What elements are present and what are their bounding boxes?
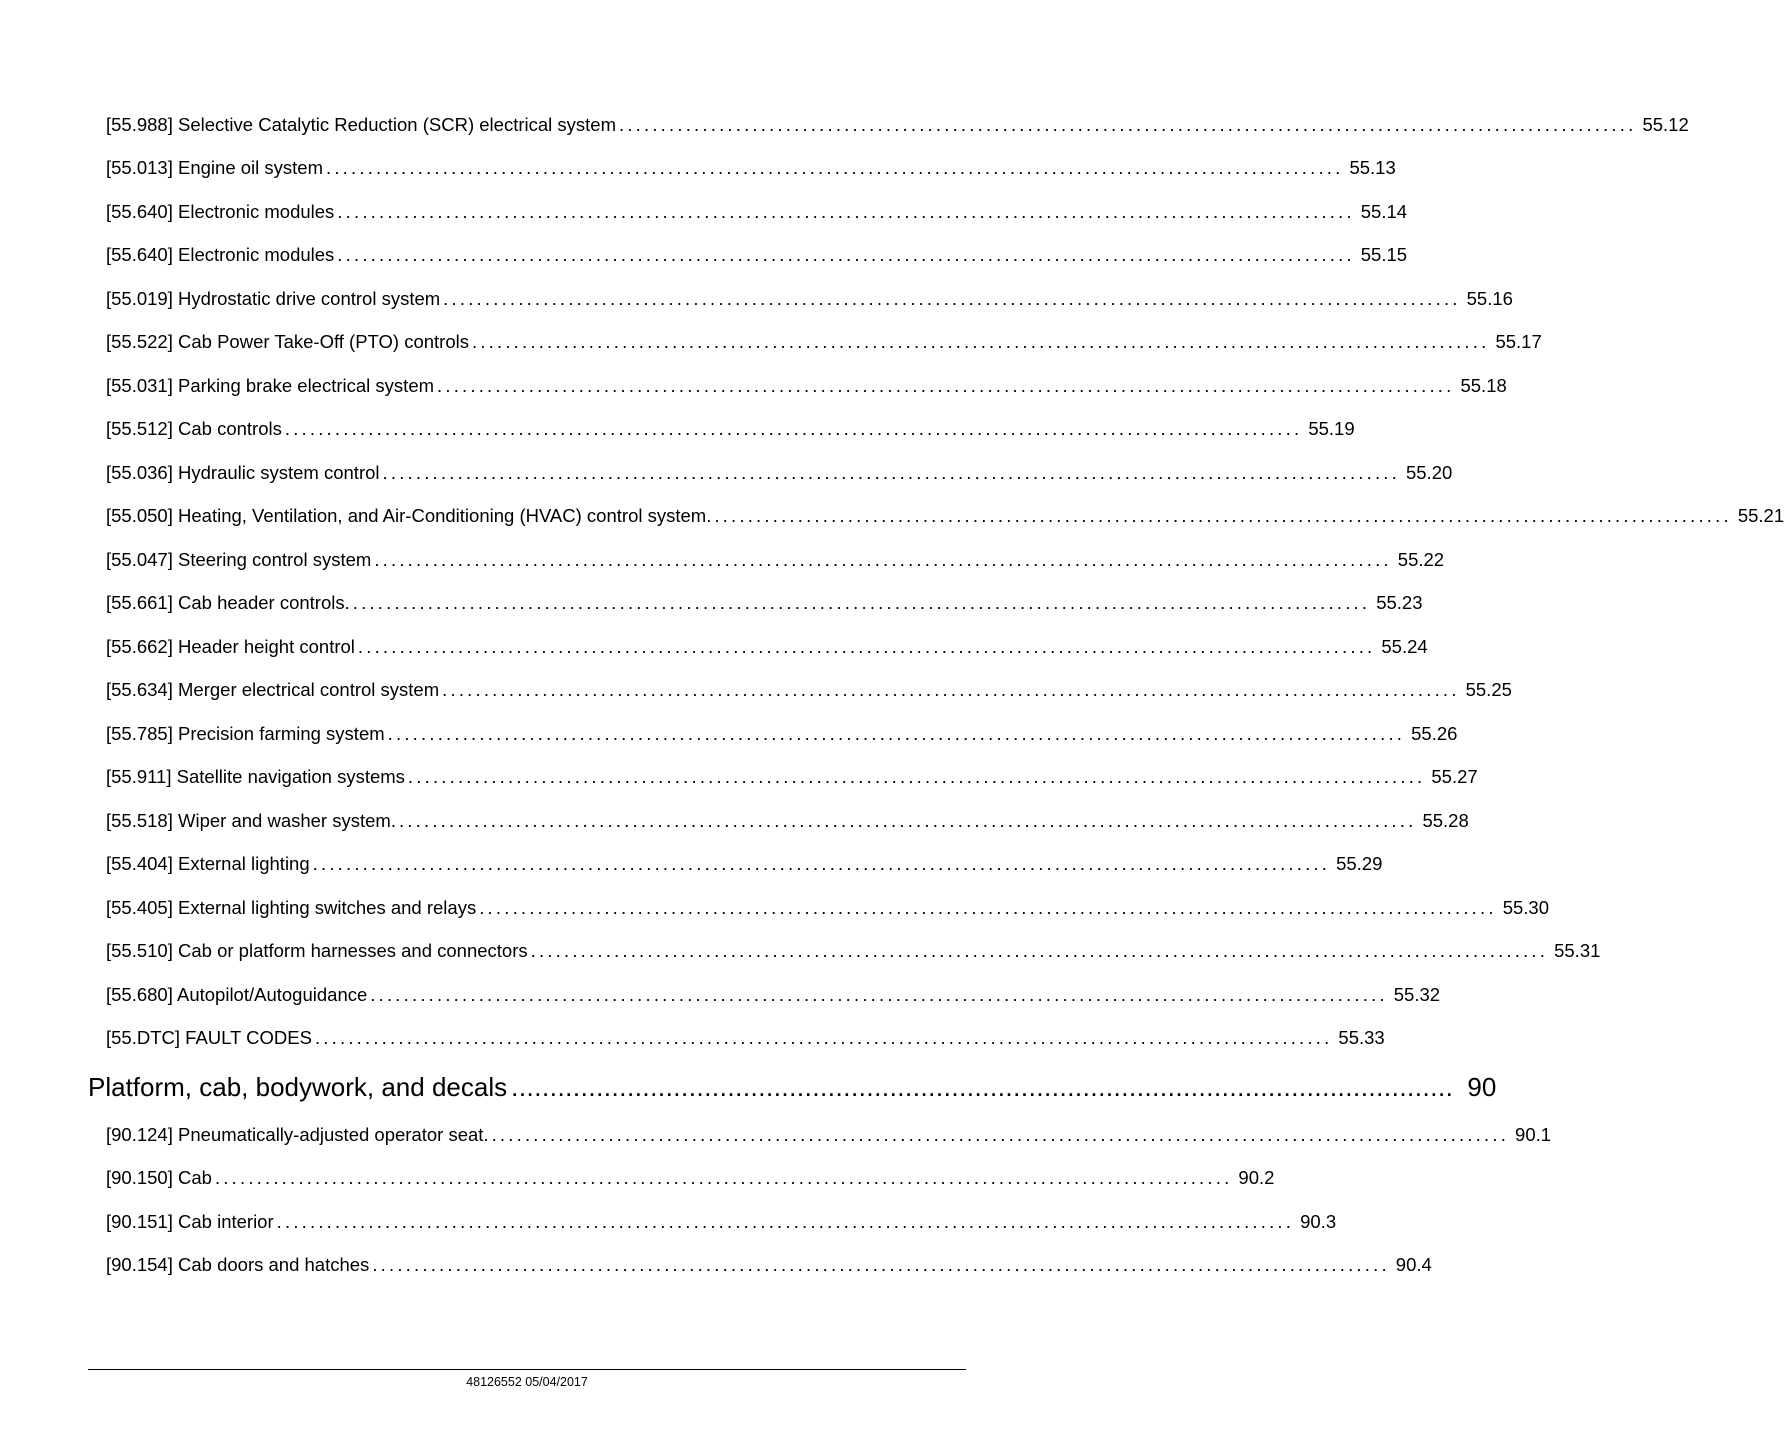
toc-leader-dots: .......................................................................................................................... bbox=[326, 157, 1344, 178]
toc-entry-page: 55.29 bbox=[1336, 853, 1383, 874]
toc-entry-title: [55.036] Hydraulic system control bbox=[106, 462, 380, 483]
toc-entry-title: [55.512] Cab controls bbox=[106, 418, 282, 439]
toc-entry-title: [55.911] Satellite navigation systems bbox=[106, 766, 405, 787]
toc-leader-dots: .......................................................................................................................... bbox=[337, 244, 1355, 265]
toc-leader-dots: .......................................................................................................................... bbox=[276, 1211, 1295, 1232]
toc-entry-title: [55.785] Precision farming system bbox=[106, 723, 385, 744]
toc-entry-page: 55.18 bbox=[1460, 375, 1507, 396]
toc-entry[interactable] bbox=[106, 634, 1428, 660]
toc-leader-dots: .......................................................................................................................... bbox=[398, 810, 1417, 831]
toc-entry-title: [90.151] Cab interior bbox=[106, 1211, 274, 1232]
toc-entry-title: [55.013] Engine oil system bbox=[106, 157, 323, 178]
toc-entry[interactable] bbox=[106, 199, 1408, 225]
toc-leader-dots: .......................................................................................................................... bbox=[437, 375, 1455, 396]
toc-entry[interactable] bbox=[106, 895, 1549, 921]
toc-entry-page: 55.13 bbox=[1349, 157, 1396, 178]
toc-entry[interactable] bbox=[106, 1209, 1337, 1235]
toc-entry[interactable] bbox=[106, 329, 1542, 355]
toc-entry[interactable] bbox=[106, 764, 1478, 790]
toc-entry[interactable] bbox=[106, 460, 1453, 486]
toc-leader-dots: .......................................................................................................................... bbox=[374, 549, 1392, 570]
toc-leader-dots: .......................................................................................................................... bbox=[471, 331, 1490, 352]
toc-entry[interactable] bbox=[106, 938, 1601, 964]
toc-leader-dots: .......................................................................................................................... bbox=[479, 897, 1497, 918]
toc-leader-dots: .......................................................................................................................... bbox=[618, 114, 1637, 135]
toc-entry-page: 55.17 bbox=[1495, 331, 1542, 352]
toc-entry[interactable] bbox=[106, 286, 1513, 312]
toc-entry-page: 55.24 bbox=[1381, 636, 1428, 657]
toc-entry-title: [55.680] Autopilot/Autoguidance bbox=[106, 984, 368, 1005]
toc-section-title: Platform, cab, bodywork, and decals bbox=[88, 1072, 508, 1102]
toc-entry-page: 55.20 bbox=[1405, 462, 1453, 483]
toc-entry[interactable] bbox=[106, 982, 1441, 1008]
toc-entry-title: [55.640] Electronic modules bbox=[106, 244, 335, 265]
toc-entry-title: [55.662] Header height control bbox=[106, 636, 355, 657]
toc-entry-page: 55.26 bbox=[1411, 723, 1458, 744]
toc-entry-page: 55.31 bbox=[1554, 940, 1601, 961]
toc-leader-dots: .......................................................................................................................... bbox=[372, 1254, 1390, 1275]
toc-leader-dots: .......................................................................................................................... bbox=[714, 505, 1732, 526]
toc-leader-dots: .......................................................................................................................... bbox=[312, 853, 1331, 874]
toc-entry-title: [55.405] External lighting switches and relays bbox=[106, 897, 477, 918]
toc-entry-title: [55.522] Cab Power Take-Off (PTO) controls bbox=[106, 331, 469, 352]
toc-entry[interactable] bbox=[106, 112, 1689, 138]
toc-entry-page: 55.19 bbox=[1308, 418, 1355, 439]
toc-entry[interactable] bbox=[106, 1252, 1432, 1278]
toc-entry-title: [55.510] Cab or platform harnesses and connectors bbox=[106, 940, 528, 961]
toc-entry[interactable] bbox=[106, 590, 1423, 616]
toc-entry-page: 90.1 bbox=[1515, 1124, 1552, 1145]
toc-entry-title: [55.047] Steering control system bbox=[106, 549, 372, 570]
toc-leader-dots: .......................................................................................................................... bbox=[357, 636, 1376, 657]
toc-entry[interactable] bbox=[106, 1025, 1385, 1051]
toc-entry-title: [55.640] Electronic modules bbox=[106, 201, 335, 222]
toc-leader-dots: .......................................................................................................................... bbox=[382, 462, 1400, 483]
toc-entry-page: 55.25 bbox=[1465, 679, 1512, 700]
toc-entry[interactable] bbox=[106, 416, 1355, 442]
toc-leader-dots: .......................................................................................................................... bbox=[530, 940, 1549, 961]
toc-section-entry[interactable] bbox=[88, 1070, 1497, 1104]
toc-entry-page: 55.15 bbox=[1360, 244, 1408, 265]
toc-leader-dots: .......................................................................................................................... bbox=[337, 201, 1355, 222]
toc-entry-page: 90.3 bbox=[1300, 1211, 1337, 1232]
toc-entry-page: 55.33 bbox=[1338, 1027, 1385, 1048]
toc-entry-page: 55.27 bbox=[1431, 766, 1478, 787]
toc-entry-title: [55.031] Parking brake electrical system bbox=[106, 375, 435, 396]
toc-leader-dots: .......................................................................................................................... bbox=[314, 1027, 1333, 1048]
toc-leader-dots: .......................................................................................................................... bbox=[443, 288, 1461, 309]
toc-leader-dots: .......................................................................................................................... bbox=[214, 1167, 1233, 1188]
toc-entry-page: 55.30 bbox=[1502, 897, 1549, 918]
toc-entry-page: 55.14 bbox=[1360, 201, 1408, 222]
toc-entry-title: [90.154] Cab doors and hatches bbox=[106, 1254, 370, 1275]
toc-leader-dots: .......................................................................................................................... bbox=[370, 984, 1388, 1005]
toc-entry-title: [90.150] Cab bbox=[106, 1167, 212, 1188]
toc-leader-dots: .......................................................................................................................... bbox=[352, 592, 1371, 613]
toc-entry-page: 55.32 bbox=[1393, 984, 1441, 1005]
toc-entry[interactable] bbox=[106, 808, 1469, 834]
toc-leader-dots: .......................................................................................................................... bbox=[407, 766, 1426, 787]
toc-entry[interactable] bbox=[106, 242, 1408, 268]
toc-entry-page: 55.22 bbox=[1397, 549, 1445, 570]
toc-entry-page: 55.21 bbox=[1737, 505, 1784, 526]
toc-entry[interactable] bbox=[106, 851, 1383, 877]
toc-entry-title: [55.050] Heating, Ventilation, and Air-Conditioning (HVAC) control system. bbox=[106, 505, 712, 526]
toc-entry-page: 55.23 bbox=[1376, 592, 1423, 613]
toc-entry[interactable] bbox=[106, 1122, 1552, 1148]
toc-leader-dots: .......................................................................................................................... bbox=[511, 1072, 1454, 1102]
toc-leader-dots: .......................................................................................................................... bbox=[284, 418, 1303, 439]
toc-entry-title: [55.DTC] FAULT CODES bbox=[106, 1027, 312, 1048]
footer-divider bbox=[88, 1369, 966, 1370]
toc-entry[interactable] bbox=[106, 373, 1507, 399]
toc-entry[interactable] bbox=[106, 677, 1512, 703]
toc-entry[interactable] bbox=[106, 721, 1458, 747]
toc-entry-page: 55.16 bbox=[1466, 288, 1513, 309]
toc-entry-title: [90.124] Pneumatically-adjusted operator seat. bbox=[106, 1124, 489, 1145]
toc-entry[interactable] bbox=[106, 547, 1445, 573]
toc-entry-title: [55.661] Cab header controls. bbox=[106, 592, 350, 613]
footer-doc-id: 48126552 05/04/2017 bbox=[466, 1375, 588, 1389]
toc-entry-page: 90.4 bbox=[1395, 1254, 1432, 1275]
toc-entry-title: [55.634] Merger electrical control system bbox=[106, 679, 440, 700]
toc-entry[interactable] bbox=[106, 503, 1784, 529]
toc-entry-title: [55.518] Wiper and washer system. bbox=[106, 810, 396, 831]
toc-entry[interactable] bbox=[106, 1165, 1275, 1191]
toc-leader-dots: .......................................................................................................................... bbox=[491, 1124, 1510, 1145]
toc-entry-title: [55.988] Selective Catalytic Reduction (SCR) electrical system bbox=[106, 114, 616, 135]
toc-section-page: 90 bbox=[1467, 1072, 1497, 1102]
toc-entry-title: [55.404] External lighting bbox=[106, 853, 310, 874]
toc-entry[interactable] bbox=[106, 155, 1396, 181]
toc-entry-page: 90.2 bbox=[1238, 1167, 1275, 1188]
toc-entry-page: 55.28 bbox=[1422, 810, 1469, 831]
toc-leader-dots: .......................................................................................................................... bbox=[442, 679, 1460, 700]
toc-entry-page: 55.12 bbox=[1642, 114, 1689, 135]
toc-leader-dots: .......................................................................................................................... bbox=[387, 723, 1406, 744]
toc-entry-title: [55.019] Hydrostatic drive control system bbox=[106, 288, 441, 309]
